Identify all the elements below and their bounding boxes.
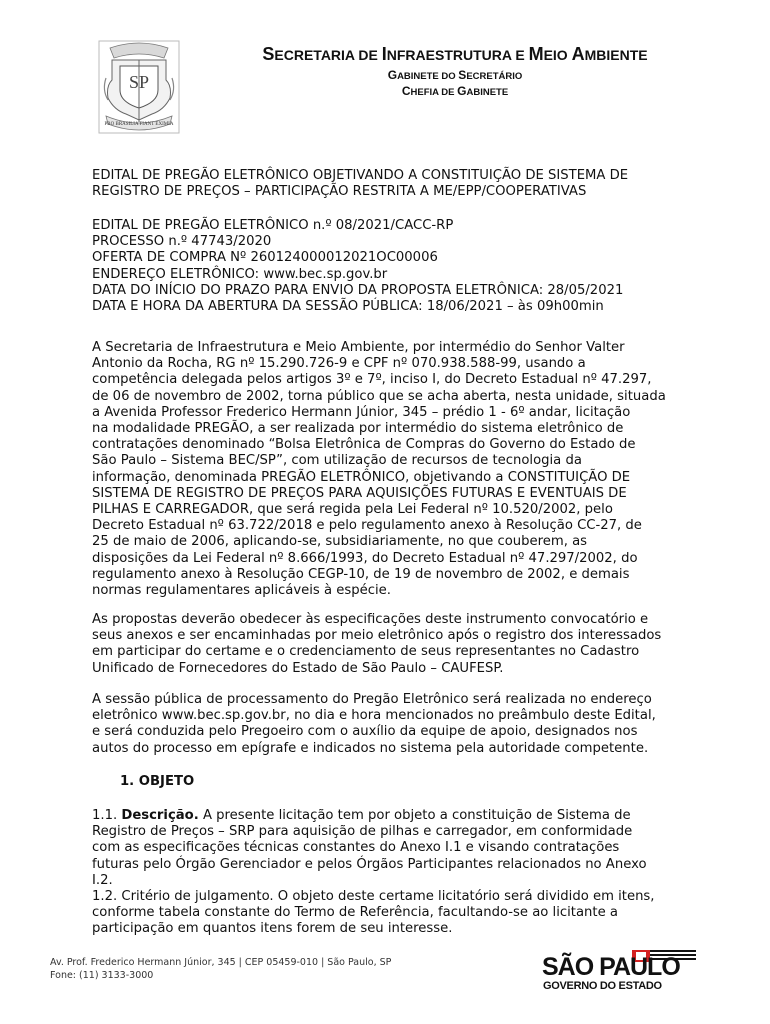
paragraph-line: normas regulamentares aplicáveis à espécie. — [92, 583, 391, 599]
paragraph-line: As propostas deverão obedecer às especificações deste instrumento convocatório e — [92, 612, 649, 627]
section-title-objeto: 1. OBJETO — [120, 774, 195, 789]
paragraph-line: conforme tabela constante do Termo de Referência, facultando-se ao licitante a — [92, 905, 618, 921]
process-number: PROCESSO n.º 47743/2020 — [92, 234, 272, 250]
section-1-items — [92, 808, 698, 938]
paragraph-line: com as especificações técnicas constantes do Anexo I.1 e visando contratações — [92, 840, 620, 856]
paragraph-preamble — [92, 340, 698, 599]
paragraph-line: Decreto Estadual nº 63.722/2018 e pelo regulamento anexo à Resolução CC-27, de — [92, 518, 642, 534]
paragraph-line: 25 de maio de 2006, aplicando-se, subsidiariamente, no que couberem, as — [92, 534, 588, 550]
paragraph-line: em participar do certame e o credenciamento de seus representantes no Cadastro — [92, 644, 640, 660]
item-1-1-first-line: 1.1. Descrição. A presente licitação tem por objeto a constituição de Sistema de — [92, 808, 631, 823]
paragraph-line: São Paulo – Sistema BEC/SP”, com utilização de recursos de tecnologia da — [92, 453, 582, 469]
paragraph-line: Registro de Preços – SRP para aquisição de pilhas e carregador, em conformidade — [92, 824, 633, 840]
item-1-1-label: Descrição. — [121, 808, 199, 823]
paragraph-line: seus anexos e ser encaminhadas por meio eletrônico após o registro dos interessados — [92, 628, 662, 644]
edital-heading-line: REGISTRO DE PREÇOS – PARTICIPAÇÃO RESTRITA A ME/EPP/COOPERATIVAS — [92, 184, 587, 200]
paragraph-line: competência delegada pelos artigos 3º e 7º, inciso I, do Decreto Estadual nº 47.297, — [92, 372, 652, 388]
paragraph-line: futuras pelo Órgão Gerenciador e pelos Órgãos Participantes relacionados no Anexo — [92, 856, 647, 872]
paragraph-line: A Secretaria de Infraestrutura e Meio Ambiente, por intermédio do Senhor Valter — [92, 340, 625, 355]
paragraph-line: a Avenida Professor Frederico Hermann Júnior, 345 – prédio 1 - 6º andar, licitação — [92, 404, 631, 420]
edital-number: EDITAL DE PREGÃO ELETRÔNICO n.º 08/2021/CACC-RP — [92, 218, 454, 233]
edital-heading — [92, 168, 698, 200]
paragraph-line: na modalidade PREGÃO, a ser realizada por intermédio do sistema eletrônico de — [92, 421, 624, 437]
paragraph-line: 1.2. Critério de julgamento. O objeto deste certame licitatório será dividido em itens, — [92, 889, 655, 905]
electronic-address: ENDEREÇO ELETRÔNICO: www.bec.sp.gov.br — [92, 266, 388, 282]
sao-paulo-coat-of-arms-seal — [98, 40, 180, 134]
paragraph-line: eletrônico www.bec.sp.gov.br, no dia e hora mencionados no preâmbulo deste Edital, — [92, 708, 656, 724]
paragraph-line: SISTEMA DE REGISTRO DE PREÇOS PARA AQUISIÇÕES FUTURAS E EVENTUAIS DE — [92, 485, 627, 501]
paragraph-line: contratações denominado “Bolsa Eletrônica de Compras do Governo do Estado de — [92, 437, 636, 453]
proposal-start-date: DATA DO INÍCIO DO PRAZO PARA ENVIO DA PROPOSTA ELETRÔNICA: 28/05/2021 — [92, 282, 624, 298]
logo-subtitle: GOVERNO DO ESTADO — [543, 980, 662, 992]
footer-address: Av. Prof. Frederico Hermann Júnior, 345 | CEP 05459-010 | São Paulo, SP — [50, 957, 392, 968]
paragraph-line: regulamento anexo à Resolução CEGP-10, de 19 de novembro de 2002, e demais — [92, 566, 630, 582]
paragraph-line: e será conduzida pelo Pregoeiro com o auxílio da equipe de apoio, designados nos — [92, 724, 638, 740]
edital-info-block — [92, 218, 698, 315]
paragraph-line: Antonio da Rocha, RG nº 15.290.726-9 e CPF nº 070.938.588-99, usando a — [92, 356, 586, 372]
paragraph-line: informação, denominada PREGÃO ELETRÔNICO, objetivando a CONSTITUIÇÃO DE — [92, 469, 631, 485]
paragraph-proposals — [92, 612, 698, 677]
seal-letters: SP — [128, 72, 150, 92]
footer-contact — [50, 956, 391, 982]
session-opening-date: DATA E HORA DA ABERTURA DA SESSÃO PÚBLICA: 18/06/2021 – às 09h00min — [92, 299, 604, 315]
paragraph-line: Unificado de Fornecedores do Estado de São Paulo – CAUFESP. — [92, 660, 504, 676]
paragraph-line: participação em quantos itens forem de seu interesse. — [92, 921, 453, 937]
edital-heading-line: EDITAL DE PREGÃO ELETRÔNICO OBJETIVANDO A CONSTITUIÇÃO DE SISTEMA DE — [92, 168, 629, 183]
paragraph-line: A sessão pública de processamento do Pregão Eletrônico será realizada no endereço — [92, 692, 652, 707]
document-title: SECRETARIA DE INFRAESTRUTURA E MEIO AMBIENTE — [262, 44, 648, 64]
paragraph-line: disposições da Lei Federal nº 8.666/1993, do Decreto Estadual nº 47.297/2002, do — [92, 550, 638, 566]
document-subtitle-department: CHEFIA DE GABINETE — [401, 84, 509, 98]
paragraph-line: I.2. — [92, 872, 113, 888]
paragraph-line: de 06 de novembro de 2002, torna público que se acha aberta, nesta unidade, situada — [92, 388, 666, 404]
seal-motto: PRO BRASILIA FIANT EXIMIA — [104, 122, 174, 127]
paragraph-line: PILHAS E CARREGADOR, que será regida pela Lei Federal nº 10.520/2002, pelo — [92, 502, 613, 518]
paragraph-public-session — [92, 692, 698, 757]
footer-phone: Fone: (11) 3133-3000 — [50, 970, 154, 981]
document-subtitle-office: GABINETE DO SECRETÁRIO — [387, 68, 523, 82]
paragraph-line: autos do processo em epígrafe e indicados no sistema pela autoridade competente. — [92, 740, 649, 756]
sao-paulo-government-logo — [540, 948, 700, 992]
purchase-offer: OFERTA DE COMPRA Nº 260124000012021OC00006 — [92, 250, 438, 266]
logo-wordmark: SÃO PAULO — [542, 953, 680, 981]
